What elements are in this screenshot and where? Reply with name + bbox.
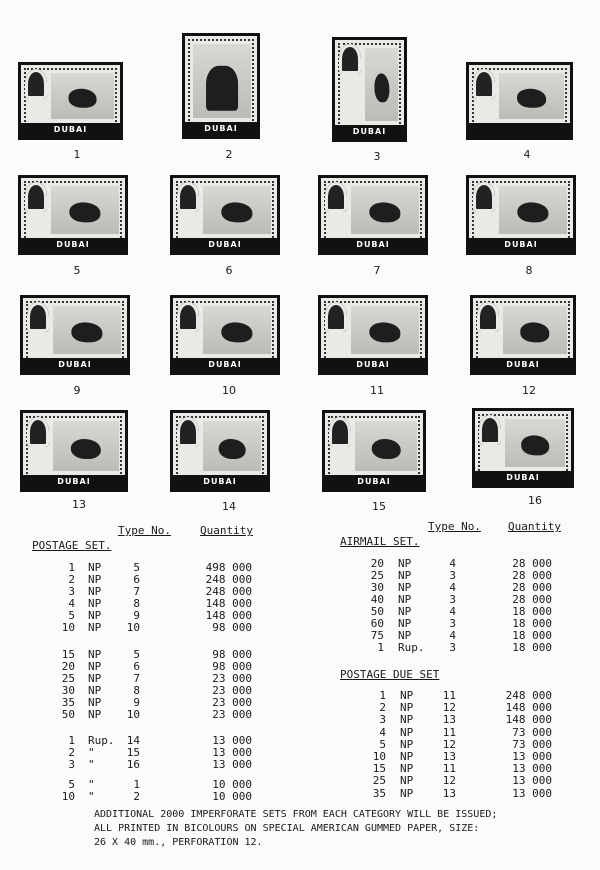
table-row (0, 570, 600, 582)
cell-type: 2 (133, 790, 140, 803)
cell-value: 75 (370, 629, 384, 642)
cell-unit: NP (398, 629, 412, 642)
cell-value: 20 (370, 557, 384, 570)
footer-note (94, 808, 497, 850)
cell-unit: " (88, 790, 95, 803)
footer-line: 26 X 40 mm., PERFORATION 12. (94, 837, 263, 848)
stamp-number: 1 (73, 148, 81, 161)
table-row (0, 775, 600, 787)
cell-type: 6 (133, 660, 140, 673)
cell-unit: NP (88, 609, 102, 622)
cell-value: 40 (370, 593, 384, 606)
cell-value: 2 (68, 746, 75, 759)
cell-type: 4 (449, 629, 456, 642)
cell-quantity: 98 000 (212, 660, 252, 673)
stamp-number: 11 (370, 384, 384, 397)
cell-quantity: 18 000 (512, 641, 552, 654)
cell-value: 5 (379, 737, 386, 751)
cell-type: 14 (126, 734, 140, 747)
cell-unit: NP (400, 689, 414, 702)
cell-quantity: 248 000 (205, 585, 252, 598)
cell-quantity: 98 000 (212, 621, 252, 634)
cell-unit: NP (88, 708, 102, 721)
cell-type: 10 (126, 621, 140, 634)
portrait-medallion (473, 182, 495, 212)
cell-type: 12 (442, 701, 456, 715)
stamp-scene (53, 306, 121, 354)
table-row (0, 618, 600, 630)
cell-unit: NP (88, 672, 102, 685)
cell-value: 5 (68, 609, 75, 622)
cell-quantity: 18 000 (512, 629, 552, 642)
cell-value: 25 (370, 569, 384, 582)
stamp-image (332, 37, 407, 142)
cell-type: 3 (449, 593, 456, 606)
cell-value: 1 (377, 641, 384, 654)
stamp-image (322, 410, 426, 492)
stamp-number: 2 (225, 148, 233, 161)
portrait-medallion (473, 69, 495, 99)
airmail-quantity-header: Quantity (508, 520, 561, 533)
cell-quantity: 248 000 (505, 689, 552, 702)
stamp-subject (219, 439, 246, 459)
cell-type: 9 (133, 609, 140, 622)
cell-value: 50 (61, 708, 75, 721)
cell-type: 13 (442, 786, 456, 800)
airmail-set-title: AIRMAIL SET. (340, 535, 420, 548)
cell-quantity: 148 000 (205, 609, 252, 622)
stamp-subject (517, 89, 547, 107)
stamp-number: 13 (72, 498, 86, 511)
cell-quantity: 98 000 (212, 648, 252, 661)
cell-unit: NP (88, 585, 102, 598)
cell-quantity: 13 000 (512, 774, 552, 788)
cell-value: 10 (372, 750, 386, 763)
cell-quantity: 148 000 (205, 597, 252, 610)
cell-type: 1 (133, 778, 140, 791)
cell-type: 12 (442, 737, 456, 751)
cell-value: 5 (68, 778, 75, 791)
cell-unit: " (88, 778, 95, 791)
stamp-number: 7 (373, 264, 381, 277)
cell-type: 6 (133, 573, 140, 586)
cell-value: 30 (370, 581, 384, 594)
stamp-image (466, 62, 573, 140)
cell-value: 10 (61, 790, 75, 803)
cell-unit: NP (400, 737, 414, 751)
footer-line: ALL PRINTED IN BICOLOURS ON SPECIAL AMERICAN GUMMED PAPER, SIZE: (94, 823, 480, 834)
cell-quantity: 28 000 (512, 569, 552, 582)
stamp-scene (505, 419, 565, 467)
portrait-medallion (325, 302, 347, 332)
stamp-scene (351, 186, 419, 234)
cell-value: 3 (68, 758, 75, 771)
cell-type: 11 (442, 762, 456, 776)
cell-unit: NP (400, 786, 414, 800)
stamp-subject (69, 203, 100, 222)
cell-value: 1 (68, 561, 75, 574)
cell-unit: NP (88, 573, 102, 586)
postage-due-title: POSTAGE DUE SET (340, 668, 440, 681)
stamp-subject (521, 436, 549, 455)
stamp-scene (51, 186, 119, 234)
stamp-banner: DUBAI (321, 358, 425, 372)
stamp-image (170, 410, 270, 492)
cell-value: 15 (61, 648, 75, 661)
table-row (0, 630, 600, 642)
cell-type: 8 (133, 684, 140, 697)
portrait-medallion (25, 69, 47, 99)
cell-unit: NP (398, 569, 412, 582)
cell-type: 4 (449, 557, 456, 570)
stamp-subject (517, 203, 548, 222)
cell-type: 13 (442, 750, 456, 763)
stamp-image (318, 295, 428, 375)
stamp-scene (351, 306, 419, 354)
portrait-medallion (177, 302, 199, 332)
stamp-banner: DUBAI (21, 238, 125, 252)
cell-quantity: 23 000 (212, 708, 252, 721)
cell-quantity: 13 000 (212, 758, 252, 771)
stamp-image (20, 295, 130, 375)
cell-quantity: 13 000 (512, 762, 552, 776)
cell-type: 11 (442, 725, 456, 739)
cell-type: 13 (442, 713, 456, 727)
stamp-scene (503, 306, 567, 354)
cell-unit: NP (400, 701, 414, 715)
cell-quantity: 10 000 (212, 778, 252, 791)
stamp-subject (206, 66, 238, 110)
cell-unit: NP (398, 593, 412, 606)
portrait-medallion (477, 302, 499, 332)
stamp-subject (71, 439, 101, 459)
stamp-subject (520, 323, 549, 342)
cell-value: 2 (379, 701, 386, 715)
cell-quantity: 28 000 (512, 557, 552, 570)
stamp-scene (499, 73, 564, 119)
cell-unit: NP (88, 684, 102, 697)
cell-unit: NP (398, 557, 412, 570)
portrait-medallion (479, 415, 501, 445)
stamp-scene (203, 306, 271, 354)
stamp-subject (68, 89, 97, 107)
table-row (0, 751, 600, 763)
cell-unit: NP (88, 561, 102, 574)
cell-quantity: 23 000 (212, 672, 252, 685)
stamp-number: 5 (73, 264, 81, 277)
postage-quantity-header: Quantity (200, 524, 253, 537)
stamp-image (20, 410, 128, 492)
table-row (0, 702, 600, 714)
cell-quantity: 18 000 (512, 617, 552, 630)
table-row (0, 739, 600, 751)
stamp-banner: DUBAI (335, 125, 404, 139)
cell-value: 30 (61, 684, 75, 697)
cell-quantity: 13 000 (512, 786, 552, 800)
cell-quantity: 10 000 (212, 790, 252, 803)
stamp-number: 3 (373, 150, 381, 163)
stamp-number: 10 (222, 384, 236, 397)
cell-unit: Rup. (88, 734, 115, 747)
stamp-scene (365, 48, 398, 121)
stamp-banner (469, 123, 570, 137)
cell-type: 16 (126, 758, 140, 771)
portrait-medallion (329, 417, 351, 447)
cell-unit: " (88, 758, 95, 771)
portrait-medallion (177, 182, 199, 212)
cell-type: 10 (126, 708, 140, 721)
cell-unit: NP (398, 605, 412, 618)
cell-unit: NP (88, 660, 102, 673)
cell-value: 35 (372, 786, 386, 800)
cell-unit: NP (88, 597, 102, 610)
cell-quantity: 148 000 (505, 701, 552, 715)
cell-quantity: 73 000 (512, 725, 552, 739)
cell-unit: NP (88, 621, 102, 634)
cell-value: 3 (379, 713, 386, 727)
cell-quantity: 13 000 (512, 750, 552, 763)
portrait-medallion (325, 182, 347, 212)
stamp-image (466, 175, 576, 255)
cell-type: 7 (133, 585, 140, 598)
table-row (0, 582, 600, 594)
cell-quantity: 13 000 (212, 734, 252, 747)
cell-quantity: 73 000 (512, 737, 552, 751)
cell-value: 25 (61, 672, 75, 685)
cell-value: 25 (372, 774, 386, 788)
cell-value: 20 (61, 660, 75, 673)
stamp-image (18, 175, 128, 255)
cell-value: 60 (370, 617, 384, 630)
cell-quantity: 28 000 (512, 581, 552, 594)
portrait-medallion (25, 182, 47, 212)
stamp-image (470, 295, 576, 375)
stamp-number: 16 (528, 494, 542, 507)
table-row (0, 788, 600, 800)
stamp-banner: DUBAI (21, 123, 120, 137)
stamp-subject (369, 323, 400, 342)
cell-type: 4 (449, 581, 456, 594)
cell-value: 50 (370, 605, 384, 618)
table-row (0, 763, 600, 775)
stamp-image (182, 33, 260, 139)
stamp-banner: DUBAI (325, 475, 423, 489)
stamp-number: 6 (225, 264, 233, 277)
cell-type: 8 (133, 597, 140, 610)
stamp-image (318, 175, 428, 255)
stamp-banner: DUBAI (475, 471, 571, 485)
portrait-medallion (27, 302, 49, 332)
stamp-banner: DUBAI (173, 475, 267, 489)
cell-value: 10 (61, 621, 75, 634)
table-row (0, 594, 600, 606)
stamp-scene (53, 421, 119, 471)
postage-type-header: Type No. (118, 524, 171, 537)
footer-line: ADDITIONAL 2000 IMPERFORATE SETS FROM EACH CATEGORY WILL BE ISSUED; (94, 809, 498, 820)
cell-value: 4 (68, 597, 75, 610)
stamp-banner: DUBAI (23, 475, 125, 489)
cell-value: 1 (379, 689, 386, 702)
cell-unit: " (88, 746, 95, 759)
cell-quantity: 13 000 (212, 746, 252, 759)
cell-value: 2 (68, 573, 75, 586)
stamp-banner: DUBAI (173, 238, 277, 252)
cell-unit: NP (88, 696, 102, 709)
stamp-subject (374, 74, 389, 103)
portrait-medallion (339, 44, 361, 74)
stamp-number: 14 (222, 500, 236, 513)
stamp-subject (71, 323, 102, 342)
cell-value: 4 (379, 725, 386, 739)
cell-type: 7 (133, 672, 140, 685)
stamp-image (472, 408, 574, 488)
stamp-scene (203, 186, 271, 234)
cell-unit: Rup. (398, 641, 425, 654)
stamp-subject (221, 203, 252, 222)
cell-type: 3 (449, 641, 456, 654)
stamp-banner: DUBAI (173, 358, 277, 372)
stamp-banner: DUBAI (469, 238, 573, 252)
cell-value: 1 (68, 734, 75, 747)
stamp-image (170, 175, 280, 255)
cell-value: 15 (372, 762, 386, 776)
stamp-number: 15 (372, 500, 386, 513)
cell-type: 5 (133, 648, 140, 661)
portrait-medallion (27, 417, 49, 447)
cell-type: 11 (442, 689, 456, 702)
cell-quantity: 148 000 (505, 713, 552, 727)
cell-type: 9 (133, 696, 140, 709)
stamp-subject (221, 323, 252, 342)
cell-quantity: 248 000 (205, 573, 252, 586)
cell-type: 15 (126, 746, 140, 759)
stamp-scene (499, 186, 567, 234)
stamp-number: 12 (522, 384, 536, 397)
table-row (0, 558, 600, 570)
stamp-banner: DUBAI (321, 238, 425, 252)
stamp-banner: DUBAI (185, 122, 257, 136)
cell-type: 4 (449, 605, 456, 618)
cell-quantity: 28 000 (512, 593, 552, 606)
cell-type: 3 (449, 617, 456, 630)
cell-value: 35 (61, 696, 75, 709)
table-row (0, 714, 600, 726)
cell-unit: NP (400, 713, 414, 727)
stamp-banner: DUBAI (23, 358, 127, 372)
cell-quantity: 23 000 (212, 684, 252, 697)
stamp-scene (203, 421, 261, 471)
cell-unit: NP (400, 762, 414, 776)
stamp-scene (193, 44, 251, 118)
stamp-number: 9 (73, 384, 81, 397)
cell-value: 3 (68, 585, 75, 598)
cell-quantity: 18 000 (512, 605, 552, 618)
cell-unit: NP (88, 648, 102, 661)
cell-unit: NP (398, 581, 412, 594)
table-row (0, 606, 600, 618)
stamp-image (170, 295, 280, 375)
cell-quantity: 498 000 (205, 561, 252, 574)
cell-quantity: 23 000 (212, 696, 252, 709)
stamp-scene (355, 421, 417, 471)
cell-type: 12 (442, 774, 456, 788)
cell-type: 3 (449, 569, 456, 582)
stamp-image (18, 62, 123, 140)
stamp-subject (372, 439, 401, 459)
table-row (0, 642, 600, 654)
postage-set-title: POSTAGE SET. (32, 539, 112, 552)
cell-unit: NP (400, 725, 414, 739)
airmail-type-header: Type No. (428, 520, 481, 533)
table-row (0, 727, 600, 739)
cell-unit: NP (398, 617, 412, 630)
stamp-subject (369, 203, 400, 222)
portrait-medallion (177, 417, 199, 447)
stamp-number: 8 (525, 264, 533, 277)
table-row (0, 690, 600, 702)
stamp-scene (51, 73, 114, 119)
cell-unit: NP (400, 750, 414, 763)
cell-unit: NP (400, 774, 414, 788)
stamp-banner: DUBAI (473, 358, 573, 372)
cell-type: 5 (133, 561, 140, 574)
stamp-number: 4 (523, 148, 531, 161)
